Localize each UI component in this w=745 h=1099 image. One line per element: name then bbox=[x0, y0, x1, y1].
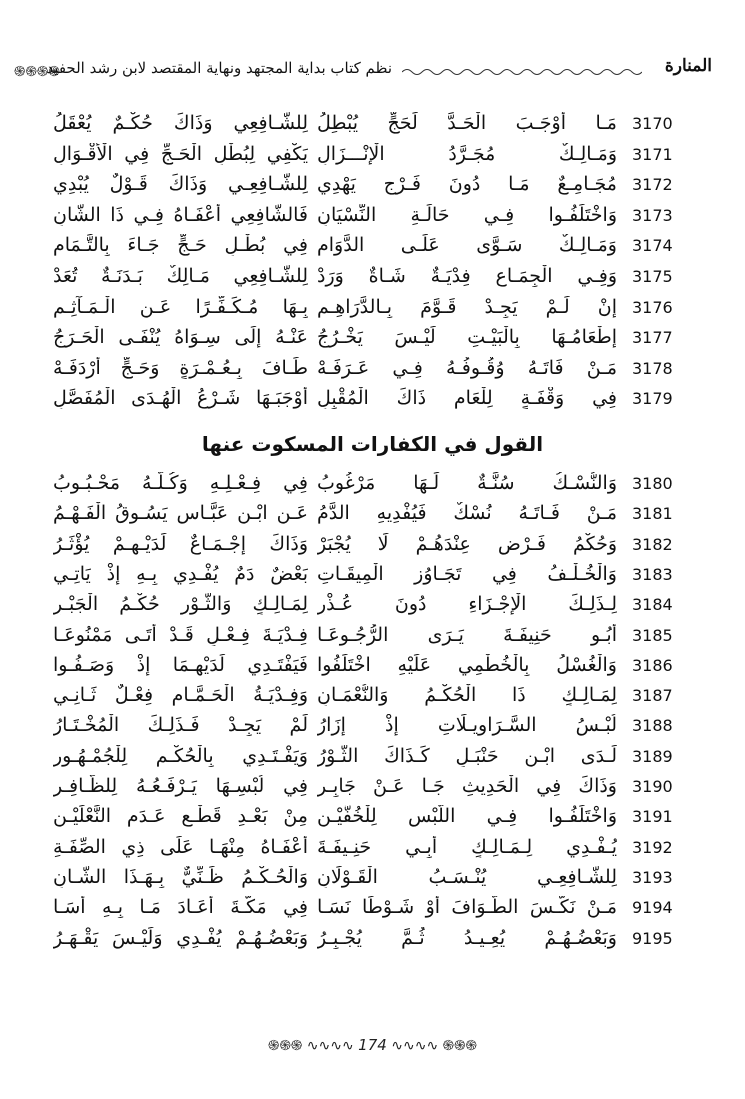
page-number: 174 bbox=[358, 1036, 387, 1054]
verse-row bbox=[0, 775, 745, 807]
verse-first-hemistich: مَـنْ فَـاتَـهُ نُسْكٌ فَيُفْدِيهِ الدَّمُ bbox=[317, 502, 617, 525]
verse-first-hemistich: وَالْخُـلْـفُ فِي تَجَـاوُزِ الْمِيقَـاتِ bbox=[317, 562, 617, 585]
verse-number: 3182 bbox=[632, 534, 673, 554]
verse-first-hemistich: وَذَاكَ فِي الْحَدِيثِ جَـا عَـنْ جَابِـرِ bbox=[317, 775, 617, 797]
verse-second-hemistich: فَالشَّافِعِي أَعْفَـاهُ فِـي ذَا الشَّانِ bbox=[53, 203, 308, 226]
verse-row bbox=[0, 866, 745, 898]
verse-second-hemistich: بِـهَا مُـكَـفِّـرًا عَـنِ الْـمَـآثِـمِ bbox=[53, 295, 308, 318]
verse-row bbox=[0, 654, 745, 686]
verse-row bbox=[0, 204, 745, 236]
verse-second-hemistich: فَيَفْتَـدِي لَدَيْهِـمَا إِذْ وَصَـفُـوا bbox=[53, 653, 308, 676]
verse-first-hemistich: لِلشَّـافِعِـي يُنْـسَـبُ الْقَـوْلَانِ bbox=[317, 865, 617, 888]
verse-row bbox=[0, 296, 745, 328]
verse-number: 3189 bbox=[632, 746, 673, 766]
verse-second-hemistich: يَكْفِي لِبُطْلِ الْحَـجِّ فِي الْأَقْـوَالِ bbox=[53, 142, 308, 165]
journal-brand: المنارة bbox=[664, 56, 712, 76]
verse-first-hemistich: وَحُكْمُ فَـرْضٍ عِنْدَهُـمْ لَا يُجْبَرْ bbox=[317, 532, 617, 555]
section-heading: القول في الكفارات المسكوت عنها bbox=[201, 432, 544, 456]
verse-first-hemistich: إِنْ لَـمْ يَجِـدْ قَـوَّمَ بِـالدَّرَاهِـمِ bbox=[317, 295, 617, 318]
verse-first-hemistich: وَاخْتَلَفُـوا فِـي اللُّبْسِ لِلْخُفَّيْـنِ bbox=[317, 805, 617, 828]
verse-number: 9194 bbox=[632, 898, 673, 918]
verse-number: 3187 bbox=[632, 686, 673, 706]
verse-first-hemistich: وَبَعْضُـهُـمْ يُعِـيـدُ ثُـمَّ يُجْـبِـرُ bbox=[317, 926, 617, 949]
verse-number: 3176 bbox=[632, 297, 673, 317]
verse-first-hemistich: فِي وَقْفَـةٍ لِلْعَامِ ذَاكَ الْمُقْبِلِ bbox=[317, 387, 617, 410]
book-title: نظم كتاب بداية المجتهد ونهاية المقتصد لابن رشد الحفيد bbox=[46, 59, 392, 77]
verse-second-hemistich: لَمْ يَجِـدْ فَـذَلِـكَ الْمُخْـتَـارُ bbox=[53, 714, 308, 737]
verse-second-hemistich: بَعْضٌ دَمٌ يُفْـدِي بِـهِ إِذْ يَاتِـي bbox=[53, 562, 308, 585]
verse-row bbox=[0, 714, 745, 746]
verse-first-hemistich: أَبُـو حَنِيفَـةَ يَـرَى الرُّجُـوعَـا bbox=[317, 623, 617, 646]
verse-second-hemistich: فِي مَكَّـةَ أَعَـادَ مَـا بِـهِ أَسَـا bbox=[53, 896, 308, 919]
verse-number: 3171 bbox=[632, 144, 673, 164]
verse-number: 3170 bbox=[632, 114, 673, 133]
verse-row bbox=[0, 896, 745, 928]
verse-second-hemistich: فِـدْيَـةَ فِـعْـلٍ قَـدْ أَتَـى مَمْنُوعَـا bbox=[53, 623, 308, 646]
verse-first-hemistich: مَـنْ فَاتَـهُ وُقُـوفُـهُ فِـي عَـرَفَـهْ bbox=[317, 356, 617, 379]
verse-number: 3172 bbox=[632, 175, 673, 195]
verse-second-hemistich: لِلشَّـافِعِي مَـالِكٌ بَـدَنَـةٌ تُعَدْ bbox=[53, 265, 308, 287]
verse-second-hemistich: وَذَاكَ إِجْـمَـاعٌ لَدَيْـهِـمْ يُؤْثَـرُ bbox=[53, 532, 308, 555]
page-header bbox=[14, 56, 732, 88]
footer-ornament-right: ֍֍֍ bbox=[442, 1038, 477, 1054]
verse-number: 3186 bbox=[632, 655, 673, 675]
verse-number: 3174 bbox=[632, 236, 673, 256]
verse-second-hemistich: عَـنِ ابْـنِ عَبَّـاسٍ يَسُـوقُ الْفَـهْـمُ bbox=[53, 502, 308, 525]
verse-second-hemistich: عَنْـهُ إِلَى سِـوَاهُ يُنْفَـى الْحَـرَجُ bbox=[53, 326, 308, 349]
verse-first-hemistich: وَمَـالِـكٌ مُجَـرَّدُ الْإِنْـــزَالِ bbox=[317, 142, 617, 165]
verse-number: 3180 bbox=[632, 474, 673, 493]
footer-wave-left: ∿∿∿∿ bbox=[306, 1038, 354, 1054]
verse-row bbox=[0, 387, 745, 419]
verse-second-hemistich: وَبَعْضُـهُـمْ يُفْـدِي وَلَيْـسَ يَقْـهَـرُ bbox=[53, 926, 308, 949]
verse-second-hemistich: طَـافَ بِـعُـمْـرَةٍ وَحَـجٍّ أَرْدَفَـهْ bbox=[53, 356, 308, 379]
verse-first-hemistich: مَـنْ نَكَّـسَ الطَّـوَافَ أَوْ شَـوْطًا نَسَـا bbox=[317, 896, 617, 919]
verse-row bbox=[0, 472, 745, 504]
header-ornament: ֍֍֍֍ bbox=[14, 64, 60, 80]
verse-row bbox=[0, 745, 745, 777]
verse-number: 3175 bbox=[632, 267, 673, 286]
verse-number: 3184 bbox=[632, 595, 673, 615]
verse-row bbox=[0, 563, 745, 595]
verse-first-hemistich: وَالْغُسْلُ بِالْخُطْمِي عَلَيْهِ اخْتَلَفُوا bbox=[317, 653, 617, 676]
verse-second-hemistich: لِلشَّـافِعِي وَذَاكَ حُكْـمٌ يُعْقَلُ bbox=[53, 112, 308, 134]
verse-number: 3173 bbox=[632, 205, 673, 225]
verse-second-hemistich: وَالْحُـكْـمُ ظَـنِّيٌّ بِـهَـذَا الشَّـانِ bbox=[53, 865, 308, 888]
verse-number: 3185 bbox=[632, 625, 673, 645]
verse-second-hemistich: وَيَفْـتَـدِي بِالْحُكْـمِ لِلْجُمْـهُـورِ bbox=[53, 744, 308, 767]
verse-row bbox=[0, 684, 745, 716]
verse-second-hemistich: وَفِـدْيَـةُ الْحَـمَّـامِ فِعْـلٌ ثَـانِـي bbox=[53, 684, 308, 707]
verse-number: 3181 bbox=[632, 504, 673, 524]
verse-second-hemistich: مِنْ بَعْـدِ قَطْـعٍ عَـدَمِ النَّعْلَيْـنِ bbox=[53, 805, 308, 828]
verse-first-hemistich: وَاخْتَلَفُـوا فِـي حَالَـةِ النِّسْيَانِ bbox=[317, 203, 617, 226]
verse-row bbox=[0, 533, 745, 565]
verse-first-hemistich: إِطْعَامُـهَا بِالْبَيْـتِ لَيْـسَ يَخْـرُجُ bbox=[317, 326, 617, 349]
verse-row bbox=[0, 357, 745, 389]
verse-second-hemistich: لِمَـالِـكٍ وَالثَّـوْرِ حُكْـمُ الْجَبْـرِ bbox=[53, 593, 308, 616]
header-wave-line bbox=[402, 66, 642, 78]
verse-number: 3191 bbox=[632, 807, 673, 827]
verse-number: 3178 bbox=[632, 358, 673, 378]
verse-first-hemistich: وَمَـالِـكٌ سَـوَّى عَلَـى الدَّوَامِ bbox=[317, 234, 617, 257]
verse-number: 3179 bbox=[632, 389, 673, 409]
verse-number: 3177 bbox=[632, 328, 673, 348]
verse-first-hemistich: مُجَـامِـعٌ مَـا دُونَ فَـرْجٍ يَهْدِي bbox=[317, 173, 617, 196]
footer-wave-right: ∿∿∿∿ bbox=[391, 1038, 439, 1054]
verse-second-hemistich: فِي فِـعْـلِـهِ وَكُـلُّـهُ مَحْـبُـوبُ bbox=[53, 472, 308, 494]
verse-number: 3190 bbox=[632, 777, 673, 796]
verse-first-hemistich: مَـا أَوْجَـبَ الْحَـدَّ لَحَجٍّ يُبْطِلُ bbox=[317, 112, 617, 134]
verse-second-hemistich: لِلشَّـافِعِـي وَذَاكَ قَـوْلٌ يُبْدِي bbox=[53, 173, 308, 196]
verse-first-hemistich: يُـفْـدِي لِـمَـالِـكٍ أَبِـي حَنِـيفَـةَ bbox=[317, 835, 617, 858]
verse-row bbox=[0, 234, 745, 266]
verse-first-hemistich: لِمَـالِـكٍ ذَا الْحُكْـمُ وَالنُّعْمَـانِ bbox=[317, 684, 617, 707]
verse-first-hemistich: وَفِـي الْجِمَـاعِ فِدْيَـةٌ شَـاةٌ وَرَدْ bbox=[317, 265, 617, 287]
verse-number: 3183 bbox=[632, 564, 673, 584]
verse-row bbox=[0, 112, 745, 144]
verse-second-hemistich: فِي لُبْسِـهَا يَـرْفَـعُـهُ لِلظَّـافِـرِ bbox=[53, 775, 308, 797]
verse-row bbox=[0, 173, 745, 205]
verse-row bbox=[0, 265, 745, 297]
verse-row bbox=[0, 805, 745, 837]
verse-row bbox=[0, 836, 745, 868]
verse-first-hemistich: لَـدَى ابْـنِ حَنْبَـلٍ كَـذَاكَ الثَّـوْرُ bbox=[317, 744, 617, 767]
verse-row bbox=[0, 143, 745, 175]
verse-second-hemistich: أَعْفَـاهُ مِنْهَـا عَلَى ذِي الصِّفَـةِ bbox=[53, 835, 308, 858]
verse-second-hemistich: أَوْجَبَـهَا شَـرْعُ الْهُـدَى الْمُفَصَّلِ bbox=[53, 387, 308, 410]
verse-number: 3192 bbox=[632, 837, 673, 857]
footer-ornament-left: ֍֍֍ bbox=[268, 1038, 303, 1054]
page-footer bbox=[0, 1036, 745, 1055]
verse-number: 3193 bbox=[632, 867, 673, 887]
verse-first-hemistich: لُبْـسُ السَّـرَاوِيـلَاتِ إِذْ إِزَارُ bbox=[317, 714, 617, 737]
verse-number: 9195 bbox=[632, 928, 673, 948]
verse-first-hemistich: وَالنُّسْـكُ سُنَّـةٌ لَـهَا مَرْغُوبُ bbox=[317, 472, 617, 494]
verse-row bbox=[0, 624, 745, 656]
verse-row bbox=[0, 502, 745, 534]
verse-number: 3188 bbox=[632, 716, 673, 736]
verse-first-hemistich: لِـذَلِـكَ الْإِجْـزَاءِ دُونَ عُـذْرِ bbox=[317, 593, 617, 616]
verse-second-hemistich: فِي بُطْـلِ حَـجٍّ جَـاءَ بِالتَّـمَامِ bbox=[53, 234, 308, 257]
verse-row bbox=[0, 326, 745, 358]
verse-row bbox=[0, 593, 745, 625]
verse-row bbox=[0, 927, 745, 959]
